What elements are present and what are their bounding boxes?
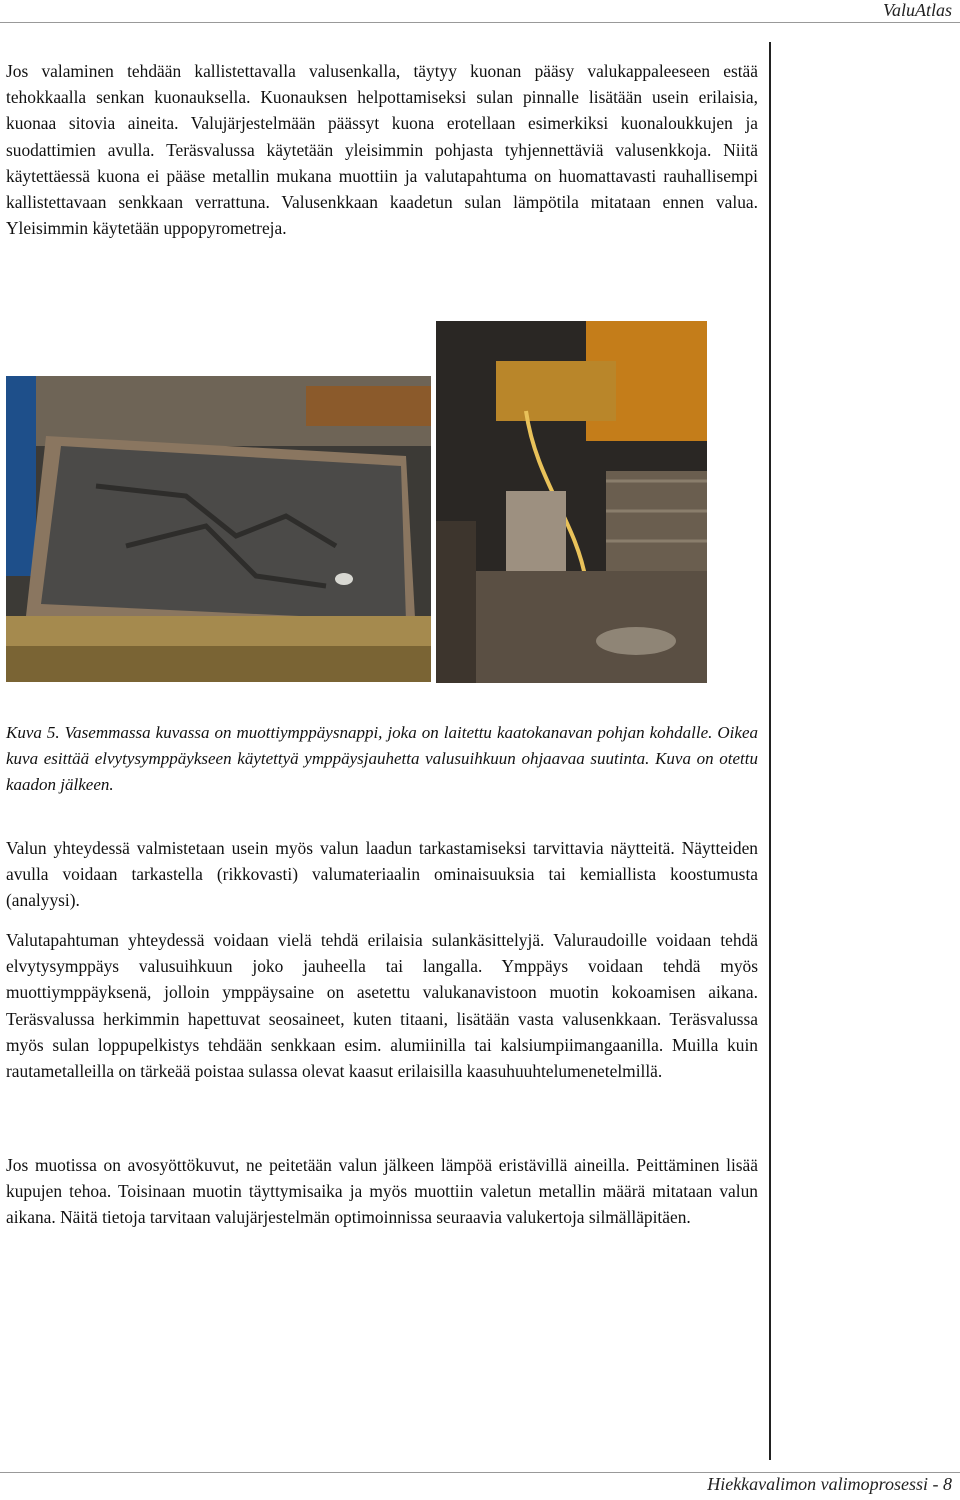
- paragraph-1: Jos valaminen tehdään kallistettavalla valusenkalla, täytyy kuonan pääsy valukappaleeseen estää tehokkaalla senkan kuonauksella. Kuonauksen helpottamiseksi sulan pinnalle lisätään usein erilaisia, kuonaa sitovia aineita. Valujärjestelmään päässyt kuona erotellaan esimerkiksi kuonaloukkujen ja suodattimien avulla. Teräsvalussa käytetään yleisimmin pohjasta tyhjennettäviä valusenkkoja. Niitä käytettäessä kuona ei pääse metallin mukana muottiin ja valutapahtuma on huomattavasti rauhallisempi kallistettavaan senkkaan verrattuna. Valusenkkaan kaadetun sulan lämpötila mitataan ennen valua. Yleisimmin käytetään uppopyrometreja.: [6, 61, 758, 239]
- running-footer: Hiekkavalimon valimoprosessi - 8: [707, 1474, 952, 1494]
- photo-mould: [6, 376, 431, 682]
- paragraph-3: Valutapahtuman yhteydessä voidaan vielä tehdä erilaisia sulankäsittelyjä. Valuraudoille voidaan tehdä elvytysymppäys valusuihkuun joko jauheella tai langalla. Ymppäys voidaan tehdä myös muottiymppäyksenä, jolloin ymppäysaine on asetettu valukanavistoon muotin kokoamisen aikana. Teräsvalussa herkimmin hapettuvat seosaineet, kuten titaani, lisätään vasta valusenkkaan. Teräsvalussa myös sulan loppupelkistys tehdään senkkaan esim. alumiinilla tai kalsiumpiimangaanilla. Muilla kuin rautametalleilla on tärkeää poistaa sulassa olevat kaasut erilaisilla kaasuhuuhtelumenetelmillä.: [6, 930, 758, 1082]
- margin-rule: [769, 42, 771, 1460]
- running-header: ValuAtlas: [882, 0, 952, 20]
- header-rule: [0, 22, 960, 23]
- paragraph-2: Valun yhteydessä valmistetaan usein myös valun laadun tarkastamiseksi tarvittavia näytteitä. Näytteiden avulla voidaan tarkastella (rikkovasti) valumateriaalin ominaisuuksia tai kemiallista koostumusta (analyysi).: [6, 838, 758, 911]
- photo-nozzle: [436, 321, 707, 683]
- footer-rule: [0, 1472, 960, 1473]
- figure-caption: Kuva 5. Vasemmassa kuvassa on muottiymppäysnappi, joka on laitettu kaatokanavan pohjan kohdalle. Oikea kuva esittää elvytysymppäykseen käytettyä ymppäysjauhetta valusuihkuun ohjaavaa suutinta. Kuva on otettu kaadon jälkeen.: [6, 723, 758, 795]
- paragraph-4: Jos muotissa on avosyöttökuvut, ne peitetään valun jälkeen lämpöä eristävillä aineilla. Peittäminen lisää kupujen tehoa. Toisinaan muotin täyttymisaika ja myös muottiin valetun metallin määrä mitataan valun aikana. Näitä tietoja tarvitaan valujärjestelmän optimoinnissa seuraavia valukertoja silmälläpitäen.: [6, 1155, 758, 1228]
